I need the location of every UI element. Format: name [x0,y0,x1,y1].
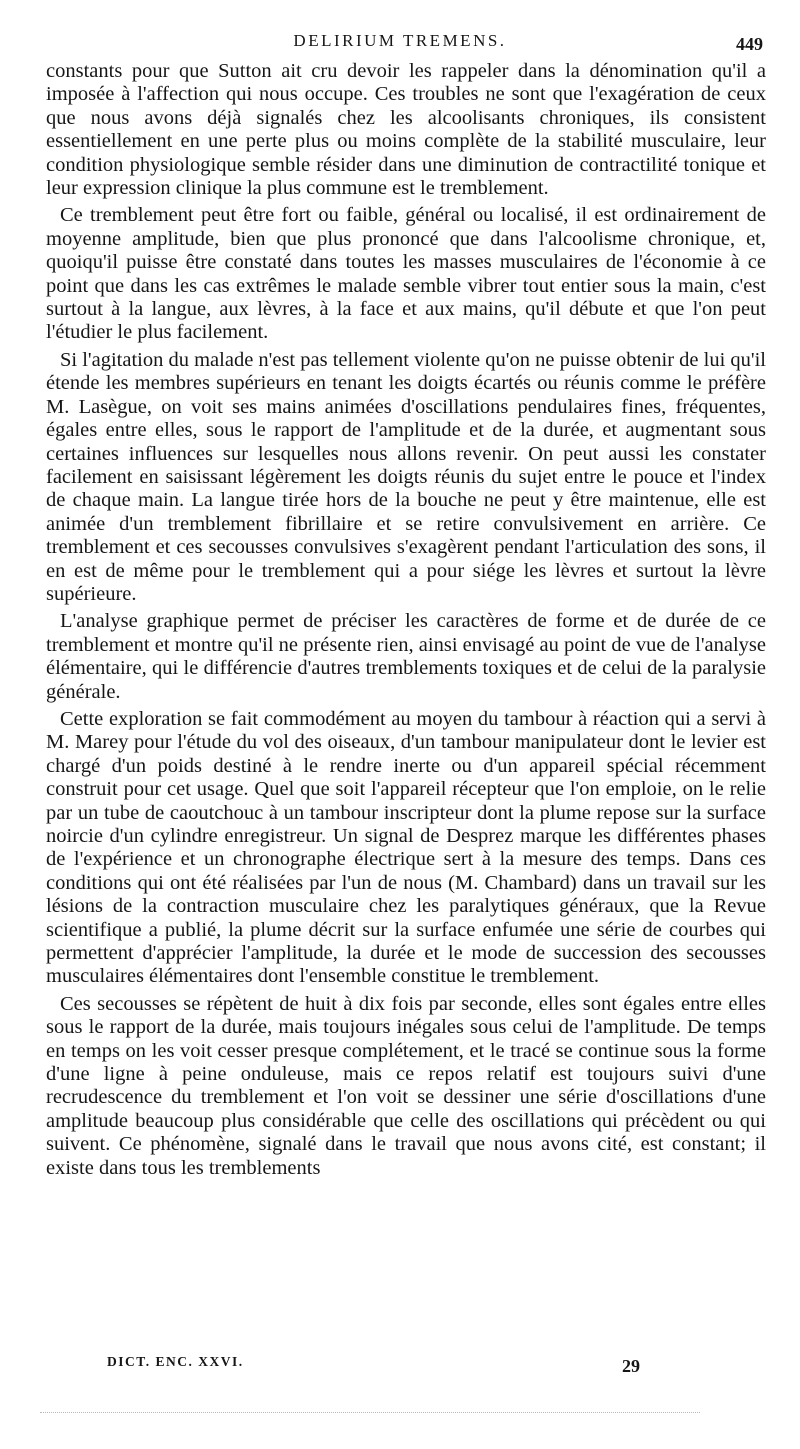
paragraph: Ce tremblement peut être fort ou faible, général ou localisé, il est ordinairement de moyenne amplitude, bien que plus prononcé que dans l'alcoolisme chronique, et, quoiqu'il puisse être constaté dans toutes les masses musculaires de l'économie à ce point que dans les cas extrêmes le malade semble vibrer tout entier sous la main, c'est surtout à la langue, aux lèvres, à la face et aux mains, qu'il débute et que l'on peut l'étudier le plus facilement. [46,204,766,344]
printer-signature: DICT. ENC. XXVI. [107,1354,244,1369]
page-number: 449 [736,34,763,54]
sheet-number: 29 [622,1356,640,1376]
paragraph: Cette exploration se fait commodément au moyen du tambour à réaction qui a servi à M. Marey pour l'étude du vol des oiseaux, d'un tambour manipulateur dont le levier est chargé d'un poids destiné à le rendre inerte ou d'un appareil spécial récemment construit pour cet usage. Quel que soit l'appareil récepteur que l'on emploie, on le relie par un tube de caoutchouc à un tambour inscripteur dont la plume repose sur la surface noircie d'un cylindre enregistreur. Un signal de Desprez marque les différentes phases de l'expérience et un chronographe électrique sert à la mesure des temps. Dans ces conditions qui ont été réalisées par l'un de nous (M. Chambard) dans un travail sur les lésions de la contraction musculaire chez les paralytiques généraux, que la Revue scientifique a publié, la plume décrit sur la surface enfumée une série de courbes qui permettent d'apprécier l'amplitude, la durée et le mode de succession des secousses musculaires élémentaires dont l'ensemble constitue le tremblement. [46,707,766,988]
paragraph: Si l'agitation du malade n'est pas tellement violente qu'on ne puisse obtenir de lui qu'il étende les membres supérieurs en tenant les doigts écartés ou réunis comme le préfère M. Lasègue, on voit ses mains animées d'oscillations pendulaires fines, fréquentes, égales entre elles, sous le rapport de l'amplitude et de la durée, et augmentant sous certaines influences sur lesquelles nous allons revenir. On peut aussi les constater facilement en saisissant légèrement les doigts réunis du sujet entre le pouce et l'index de chaque main. La langue tirée hors de la bouche ne peut y être maintenue, elle est animée d'un tremblement fibrillaire et se retire convulsivement en arrière. Ce tremblement et ces secousses convulsives s'exagèrent pendant l'articulation des sons, il en est de même pour le tremblement qui a pour siége les lèvres et surtout la lèvre supérieure. [46,348,766,605]
paragraph: Ces secousses se répètent de huit à dix fois par seconde, elles sont égales entre elles sous le rapport de la durée, mais toujours inégales sous celui de l'amplitude. De temps en temps on les voit cesser presque complétement, et le tracé se continue sous la forme d'une ligne à peine onduleuse, mais ce repos relatif est toujours suivi d'une recrudescence du tremblement et l'on voit se dessiner une série d'oscillations d'une amplitude beaucoup plus considérable que celle des oscillations qui précèdent ou qui suivent. Ce phénomène, signalé dans le travail que nous avons cité, est constant; il existe dans tous les tremblements [46,992,766,1179]
bottom-divider [40,1412,700,1413]
paragraph: L'analyse graphique permet de préciser les caractères de forme et de durée de ce tremblement et montre qu'il ne présente rien, ainsi envisagé au point de vue de l'analyse élémentaire, qui le différencie d'autres tremblements toxiques et de celui de la paralysie générale. [46,610,766,703]
body-text [46,60,766,1180]
running-title: DELIRIUM TREMENS. [293,31,507,50]
paragraph: constants pour que Sutton ait cru devoir les rappeler dans la dénomination qu'il a imposée à l'affection qui nous occupe. Ces troubles ne sont que l'exagération de ceux que nous avons déjà signalés chez les alcoolisants chroniques, ils consistent essentiellement en une perte plus ou moins complète de la stabilité musculaire, leur condition physiologique semble résider dans une diminution de contractilité tonique et leur expression clinique la plus commune est le tremblement. [46,60,766,200]
